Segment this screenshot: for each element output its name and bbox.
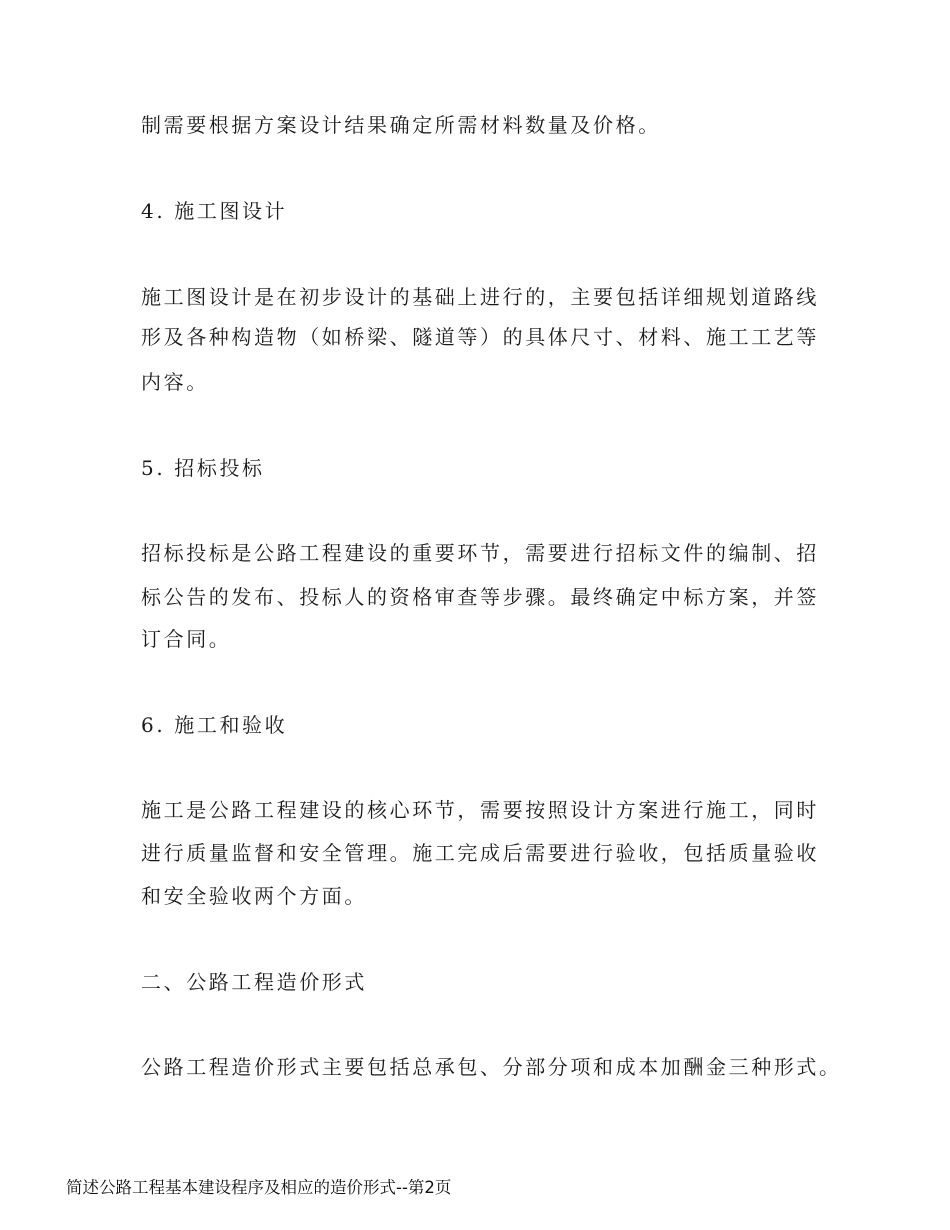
heading-section-2-cost-forms: 二、公路工程造价形式: [141, 970, 367, 994]
paragraph-bidding-line-1: 招标投标是公路工程建设的重要环节，需要进行招标文件的编制、招: [141, 541, 819, 565]
paragraph-construction-drawing-line-1: 施工图设计是在初步设计的基础上进行的，主要包括详细规划道路线: [141, 285, 819, 309]
paragraph-bidding-line-3: 订合同。: [141, 627, 232, 651]
heading-construction-and-acceptance: 6. 施工和验收: [141, 713, 288, 737]
paragraph-material-pricing-line-1: 制需要根据方案设计结果确定所需材料数量及价格。: [141, 113, 661, 137]
paragraph-cost-forms-line-1: 公路工程造价形式主要包括总承包、分部分项和成本加酬金三种形式。: [141, 1055, 842, 1079]
paragraph-construction-line-3: 和安全验收两个方面。: [141, 884, 367, 908]
paragraph-construction-drawing-line-2: 形及各种构造物（如桥梁、隧道等）的具体尺寸、材料、施工工艺等: [141, 325, 819, 349]
heading-bidding: 5. 招标投标: [141, 456, 265, 480]
paragraph-construction-drawing-line-3: 内容。: [141, 370, 209, 394]
paragraph-construction-line-1: 施工是公路工程建设的核心环节，需要按照设计方案进行施工，同时: [141, 798, 819, 822]
paragraph-bidding-line-2: 标公告的发布、投标人的资格审查等步骤。最终确定中标方案，并签: [141, 585, 819, 609]
heading-construction-drawing-design: 4. 施工图设计: [141, 199, 288, 223]
page-footer: 简述公路工程基本建设程序及相应的造价形式--第2页: [66, 1178, 452, 1197]
paragraph-construction-line-2: 进行质量监督和安全管理。施工完成后需要进行验收，包括质量验收: [141, 841, 819, 865]
